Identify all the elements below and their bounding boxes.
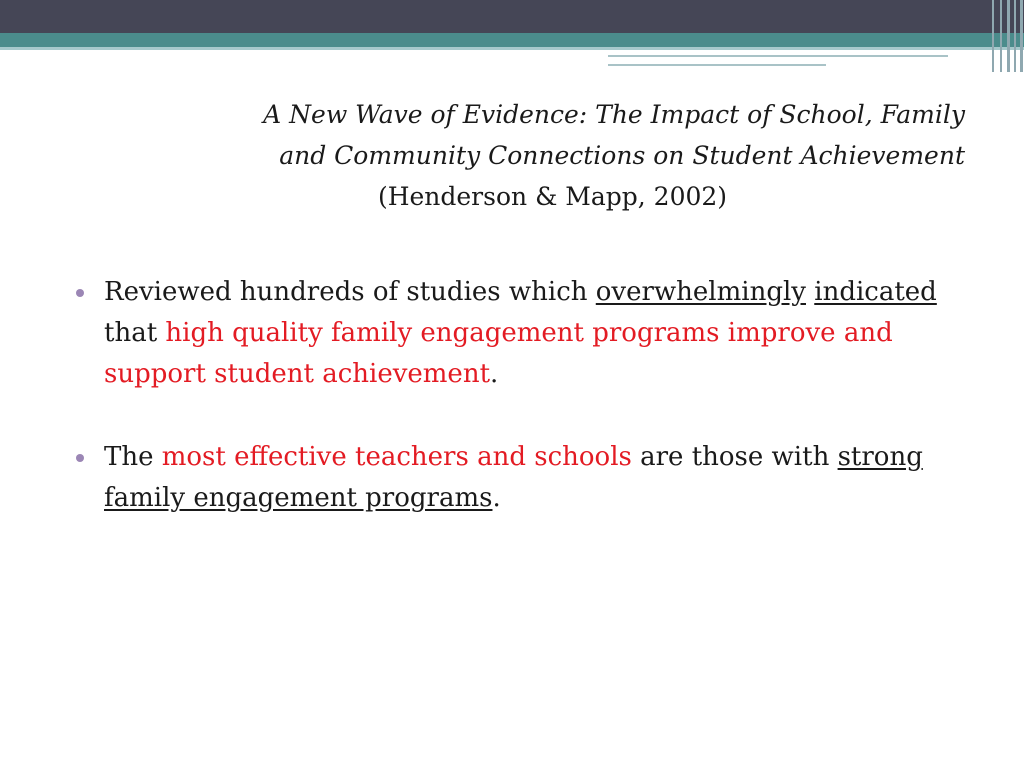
title-line-1: A New Wave of Evidence: The Impact of School, Family [263, 100, 965, 129]
bullet-icon [76, 289, 84, 297]
title-citation: (Henderson & Mapp, 2002) [377, 182, 728, 211]
bullet-text-highlight: most effective teachers and schools [161, 442, 632, 472]
bullet-list [76, 272, 966, 519]
bullet-text-underlined: strong family engagement programs [104, 442, 923, 513]
header-vertical-bar [1014, 0, 1016, 72]
bullet-icon [76, 454, 84, 462]
bullet-item [76, 437, 966, 519]
bullet-text: that [104, 318, 166, 348]
bullet-text-highlight: high quality family engagement programs improve and support student achievement [104, 318, 893, 389]
bullet-text-underlined: indicated [814, 277, 937, 307]
header-vertical-bar [1000, 0, 1002, 72]
header-accent-line-short [608, 64, 826, 66]
bullet-text: The [104, 442, 162, 472]
header-band-dark [0, 0, 1024, 33]
header-vertical-bar [992, 0, 994, 72]
bullet-text: . [490, 359, 499, 389]
header-band-teal [0, 33, 1024, 47]
bullet-item [76, 272, 966, 395]
header-accent-line [608, 55, 948, 57]
bullet-text-underlined: overwhelmingly [595, 277, 806, 307]
header-band-teal-light [0, 47, 1024, 50]
title-line-2: and Community Connections on Student Achievement [279, 141, 965, 170]
bullet-text: . [492, 483, 501, 513]
bullet-text: Reviewed hundreds of studies which [104, 277, 596, 307]
slide-title [70, 94, 965, 217]
bullet-text: are those with [631, 442, 838, 472]
header-vertical-bar [1020, 0, 1023, 72]
header-vertical-bar [1007, 0, 1010, 72]
